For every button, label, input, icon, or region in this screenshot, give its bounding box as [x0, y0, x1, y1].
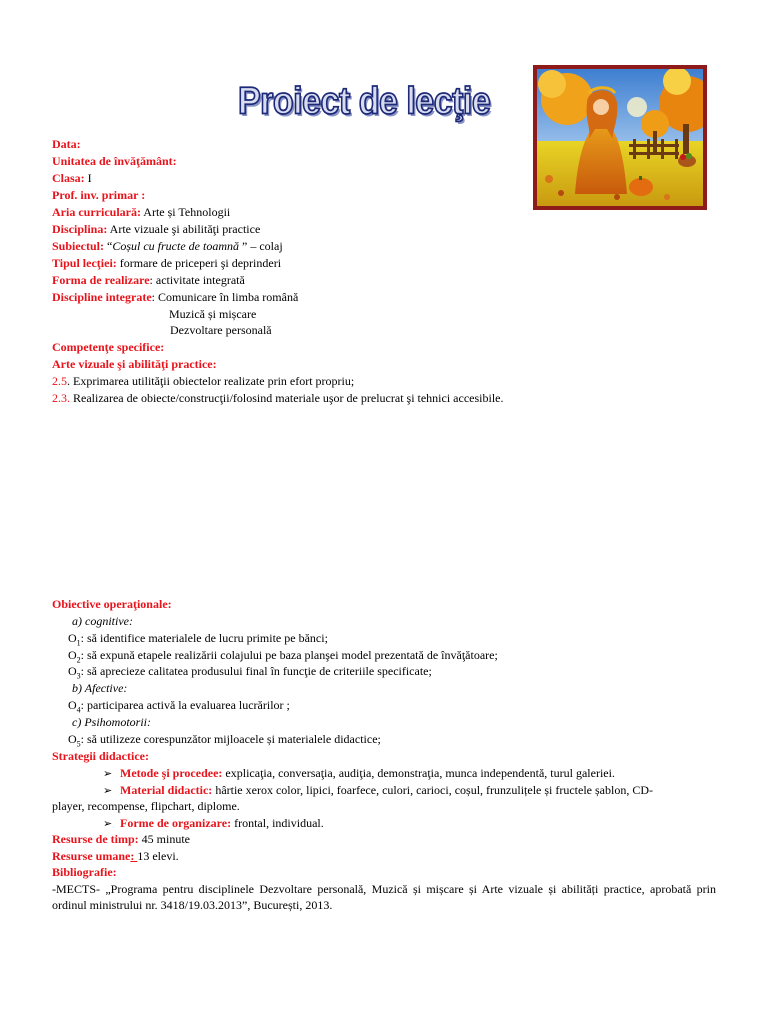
- tipul-label: Tipul lecţiei:: [52, 256, 117, 270]
- subiect-row: [52, 238, 283, 254]
- material-value-2: player, recompense, flipchart, diplome.: [52, 799, 240, 813]
- subiect-value-pre: “: [104, 239, 113, 253]
- discipline-value-2: Muzică și mișcare: [169, 307, 257, 321]
- prof-label: Prof. inv. primar :: [52, 188, 146, 202]
- clasa-row: [52, 170, 92, 186]
- forme-row: [103, 815, 324, 832]
- umane-value: 13 elevi.: [137, 849, 179, 863]
- cognitive-label: [72, 613, 133, 629]
- metode-row: [103, 765, 615, 782]
- psihomotorii-label: [72, 714, 151, 730]
- page-title: Proiect de lecţie: [238, 80, 491, 123]
- bibliografie-text: -MECTS- „Programa pentru disciplinele Dezvoltare personală, Muzică și mișcare și Arte vizuale și abilități practice, aprobată prin ordinul ministrului nr. 3418/19.03.2013”, București, 2013.: [52, 882, 716, 912]
- objective-o5: $O_5$: să utilizeze corespunzător mijloacele și materialele didactice;: [68, 732, 381, 749]
- objective-o2: $O_2$: să expună etapele realizării colajului pe baza planşei model prezentată de învăţătoare;: [68, 648, 498, 665]
- disciplina-label: Disciplina:: [52, 222, 108, 236]
- arrow-bullet-icon: ➢: [103, 768, 113, 780]
- material-label: Material didactic:: [120, 783, 213, 797]
- o1-sub: 1: [76, 638, 81, 648]
- metode-value: explicaţia, conversaţia, audiţia, demonstraţia, munca independentă, turul galeriei.: [222, 766, 615, 780]
- aria-label: Aria curriculară:: [52, 205, 141, 219]
- competente-heading: Competenţe specifice:: [52, 340, 165, 354]
- disciplina-row: [52, 221, 260, 237]
- discipline-row: [52, 289, 298, 305]
- discipline-value-3: Dezvoltare personală: [170, 323, 272, 337]
- competenta-item: [52, 373, 354, 389]
- competenta-text: . Exprimarea utilităţii obiectelor realizate prin efort propriu;: [67, 374, 355, 388]
- clasa-label: Clasa:: [52, 171, 85, 185]
- disciplina-value: Arte vizuale şi abilităţi practice: [107, 222, 261, 236]
- strategii-heading: Strategii didactice:: [52, 749, 149, 763]
- competente-subheading: Arte vizuale şi abilităţi practice:: [52, 357, 217, 371]
- umane-label: Resurse umane: [52, 849, 131, 863]
- o2-sub: 2: [76, 655, 81, 665]
- subiect-label: Subiectul:: [52, 239, 105, 253]
- autumn-girl-image: [537, 69, 703, 206]
- resurse-umane-row: [52, 848, 179, 864]
- unitate-label: Unitatea de învăţământ:: [52, 154, 177, 168]
- resurse-timp-row: [52, 831, 190, 847]
- timp-value: 45 minute: [138, 832, 190, 846]
- discipline-label: Discipline integrate: [52, 290, 152, 304]
- forme-label: Forme de organizare:: [120, 816, 232, 830]
- arrow-bullet-icon: ➢: [103, 818, 113, 830]
- objective-o3: $O_3$: să aprecieze calitatea produsului final în funcţie de criteriile specificate;: [68, 664, 432, 681]
- o5-sub: 5: [76, 739, 81, 749]
- clasa-value: I: [84, 171, 92, 185]
- forma-row: [52, 272, 245, 288]
- o3-sub: 3: [76, 671, 81, 681]
- tipul-row: [52, 255, 281, 271]
- aria-value: Arte și Tehnologii: [140, 205, 231, 219]
- material-row: [103, 782, 653, 799]
- bibliografie-heading: Bibliografie:: [52, 865, 117, 879]
- obiective-heading: Obiective operaţionale:: [52, 597, 172, 611]
- autumn-illustration: [533, 65, 707, 210]
- psihomotorii-label-text: c) Psihomotorii:: [72, 715, 151, 729]
- forma-value: : activitate integrată: [149, 273, 245, 287]
- material-value: hârtie xerox color, lipici, foarfece, culori, carioci, coșul, frunzulițele și fructele șablon, CD-: [212, 783, 653, 797]
- data-label: Data:: [52, 137, 81, 151]
- o4-sub: 4: [76, 705, 81, 715]
- o3-text: : să aprecieze calitatea produsului final în funcţie de criteriile specificate;: [80, 664, 432, 678]
- o1-text: : să identifice materialele de lucru primite pe bănci;: [80, 631, 328, 645]
- competenta-text: Realizarea de obiecte/construcţii/folosind materiale uşor de prelucrat şi tehnici accesibile.: [70, 391, 504, 405]
- afective-label: [72, 680, 127, 696]
- competenta-num: 2.5: [52, 374, 67, 388]
- forme-value: frontal, individual.: [231, 816, 324, 830]
- afective-label-text: b) Afective:: [72, 681, 128, 695]
- tipul-value: formare de priceperi şi deprinderi: [116, 256, 282, 270]
- aria-row: [52, 204, 230, 220]
- o5-text: : să utilizeze corespunzător mijloacele și materialele didactice;: [80, 732, 381, 746]
- o4-text: : participarea activă la evaluarea lucrărilor ;: [80, 698, 290, 712]
- discipline-value-1: : Comunicare în limba română: [151, 290, 299, 304]
- cognitive-label-text: a) cognitive:: [72, 614, 133, 628]
- objective-o4: $O_4$: participarea activă la evaluarea lucrărilor ;: [68, 698, 290, 715]
- competenta-num: 2.3.: [52, 391, 70, 405]
- metode-label: Metode şi procedee:: [120, 766, 223, 780]
- arrow-bullet-icon: ➢: [103, 785, 113, 797]
- o2-text: : să expună etapele realizării colajului pe baza planşei model prezentată de învăţătoare;: [80, 648, 498, 662]
- subiect-value-post: ” – colaj: [242, 239, 283, 253]
- umane-colon: :: [130, 849, 138, 863]
- timp-label: Resurse de timp:: [52, 832, 139, 846]
- objective-o1: $O_1$: să identifice materialele de lucru primite pe bănci;: [68, 631, 328, 648]
- competenta-item: [52, 390, 503, 406]
- subiect-value-italic: Coșul cu fructe de toamnă: [112, 239, 242, 253]
- forma-label: Forma de realizare: [52, 273, 150, 287]
